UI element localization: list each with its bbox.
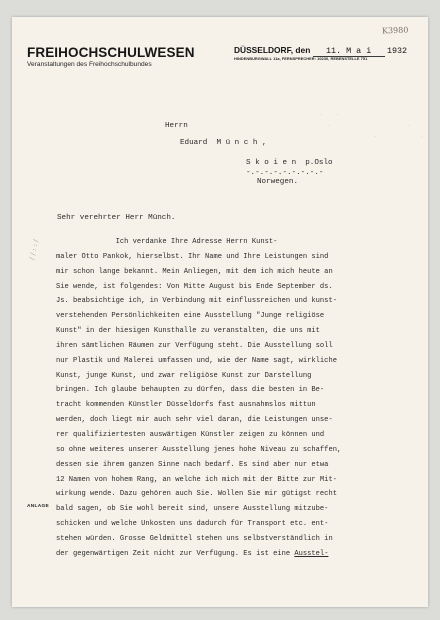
- body-line: Ich verdanke Ihre Adresse Herrn Kunst-: [56, 238, 278, 246]
- body-line: so ohne weiteres unserer Ausstellung jenes hohe Niveau zu schaffen,: [56, 445, 342, 454]
- organization-title: FREIHOCHSCHULWESEN: [27, 45, 195, 60]
- body-line: schicken und welche Unkosten uns dadurch für Transport etc. ent-: [56, 520, 329, 529]
- bleed-through-text: . . . . . . .: [301, 110, 424, 140]
- body-line: rer qualifiziertesten auswärtigen Künstler zeigen zu können und: [56, 430, 325, 439]
- pencil-annotation: / / : : /: [28, 238, 41, 261]
- body-line: stehen würden. Grosse Geldmittel stehen uns selbstverständlich in: [56, 534, 333, 543]
- recipient-separator: -.-.-.-.-.-.-.-.-: [246, 169, 324, 177]
- body-line: Kunst" in der hiesigen Kunsthalle zu veranstalten, die uns mit: [56, 327, 320, 336]
- body-line: tracht kommenden Künstler Düsseldorfs fast ausnahmslos mittun: [56, 401, 316, 410]
- recipient-country: Norwegen.: [257, 178, 299, 186]
- body-line: mir schon lange bekannt. Mein Anliegen, mit dem ich mich heute an: [56, 267, 333, 276]
- body-line: wirkung wende. Dazu gehören auch Sie. Wollen Sie mir gütigst recht: [56, 490, 337, 499]
- body-line: verstehenden Persönlichkeiten eine Ausstellung "Junge religiöse: [56, 312, 325, 321]
- organization-subtitle: Veranstaltungen des Freihochschulbundes: [27, 61, 152, 68]
- letter-body: [56, 235, 341, 562]
- body-line: Js. beabsichtige ich, in Verbindung mit einflussreichen und kunst-: [56, 297, 337, 306]
- body-line: bringen. Ich glaube behaupten zu dürfen, dass die besten in Be-: [56, 386, 325, 395]
- city-prefix: DÜSSELDORF, den: [234, 45, 311, 55]
- underlined-word: Ausstel-: [294, 549, 329, 558]
- body-line: werden, doch liegt mir auch sehr viel daran, die Leistungen unse-: [56, 416, 333, 425]
- body-line: Kunst, junge Kunst, und zwar religiöse Kunst zur Darstellung: [56, 371, 312, 380]
- year: 1932: [386, 46, 408, 56]
- body-line: Sie wende, ist folgendes: Von Mitte August bis Ende September ds.: [56, 282, 333, 291]
- greeting: Sehr verehrter Herr Münch.: [57, 214, 176, 222]
- body-line: maler Otto Pankok, hierselbst. Ihr Name und Ihre Leistungen sind: [56, 252, 329, 261]
- letter-sheet: [12, 17, 428, 607]
- recipient-name: Eduard M ü n c h ,: [180, 139, 267, 147]
- body-line-last: [56, 547, 341, 562]
- body-line: der gegenwärtigen Zeit nicht zur Verfügung. Es ist eine: [56, 549, 295, 558]
- recipient-salutation: Herrn: [165, 122, 188, 130]
- body-line: bald sagen, ob Sie wohl bereit sind, unsere Ausstellung mitzube-: [56, 505, 329, 514]
- date-field: 11. M a i: [313, 47, 385, 57]
- body-line: ihren sämtlichen Räumen zur Verfügung steht. Die Ausstellung soll: [56, 341, 333, 350]
- anlage-label: ANLAGE: [27, 504, 50, 509]
- recipient-place: S k o i e n p.Oslo: [246, 159, 333, 167]
- body-line: nur Plastik und Malerei umfassen und, wie der Name sagt, wirkliche: [56, 356, 337, 365]
- letterhead-address: HINDENBURGWALL 11a, FERNSPRECHER: 10230, REBENSTELLE 751: [234, 56, 368, 61]
- body-line: dessen sie ihrem ganzen Sinne nach bedarf. Es sind aber nur etwa: [56, 460, 329, 469]
- archive-number: K3980: [381, 25, 409, 36]
- body-line: 12 Namen von hohem Rang, an welche ich mich mit der Bitte zur Mit-: [56, 475, 337, 484]
